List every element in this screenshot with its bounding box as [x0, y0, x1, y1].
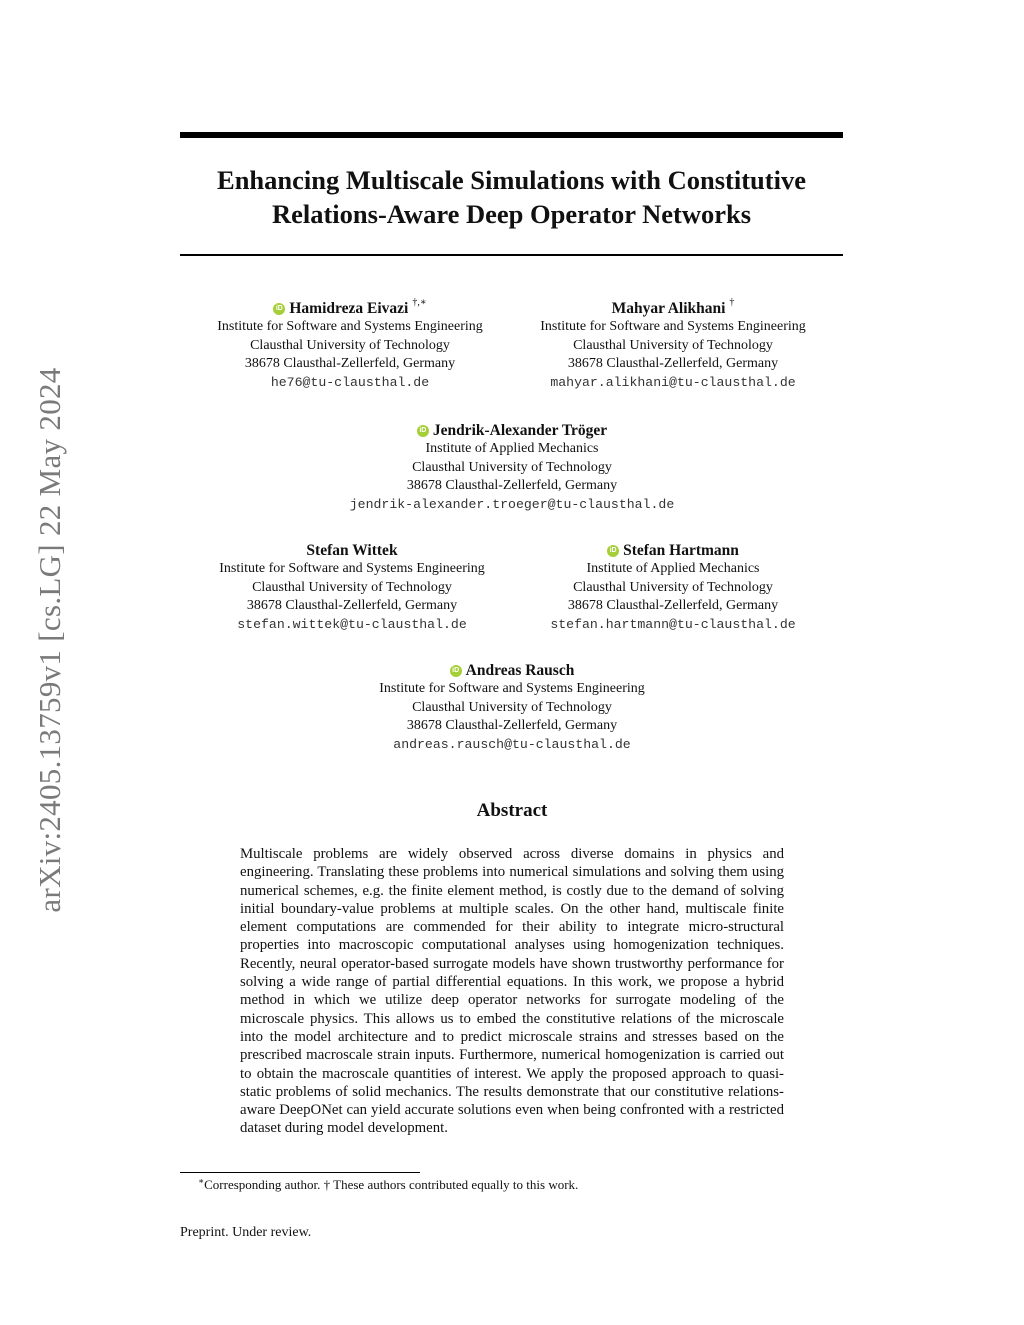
- author-address: 38678 Clausthal-Zellerfeld, Germany: [567, 356, 779, 371]
- author-university: Clausthal University of Technology: [250, 337, 450, 353]
- author-affiliation: Institute for Software and Systems Engineering: [219, 561, 485, 576]
- author-email[interactable]: stefan.hartmann@tu-clausthal.de: [550, 616, 796, 632]
- orcid-icon[interactable]: iD: [607, 545, 619, 557]
- title-line-2: Relations-Aware Deep Operator Networks: [271, 199, 752, 229]
- author-marks: †: [729, 297, 735, 308]
- author-block-wittek: [207, 541, 497, 634]
- footnote-mark: ∗: [198, 1176, 205, 1186]
- author-address: 38678 Clausthal-Zellerfeld, Germany: [246, 598, 458, 613]
- paper-title: [180, 163, 843, 231]
- arxiv-identifier: arXiv:2405.13759v1 [cs.LG] 22 May 2024: [32, 367, 67, 913]
- author-university: Clausthal University of Technology: [412, 459, 612, 475]
- author-name: Hamidreza Eivazi: [289, 300, 409, 317]
- author-block-rausch: [340, 661, 684, 754]
- footnote-rule: [180, 1172, 420, 1173]
- author-address: 38678 Clausthal-Zellerfeld, Germany: [406, 718, 618, 733]
- abstract-heading: Abstract: [476, 800, 548, 821]
- abstract-body: Multiscale problems are widely observed across diverse domains in physics and engineering. Translating these problems into numerical simulations and solving them using numerical schemes, e.g. the finite element method, is costly due to the demand of solving initial boundary-value problems at multiple scales. On the other hand, multiscale finite element computations are commended for their ability to integrate micro-structural properties into macroscopic computational analyses using homogenization techniques. Recently, neural operator-based surrogate models have shown trustworthy performance for solving a wide range of partial differential equations. In this work, we propose a hybrid method in which we utilize deep operator networks for surrogate modeling of the microscale physics. This allows us to embed the constitutive relations of the microscale into the model architecture and to predict microscale strains and stresses based on the prescribed macroscale strain inputs. Furthermore, numerical homogenization is carried out to obtain the macroscale quantities of interest. We apply the proposed approach to quasi-static problems of solid mechanics. The results demonstrate that our constitutive relations-aware DeepONet can yield accurate solutions even when being confronted with a restricted dataset during model development.: [240, 846, 784, 1137]
- preprint-note: Preprint. Under review.: [180, 1225, 312, 1240]
- orcid-icon[interactable]: iD: [273, 303, 285, 315]
- author-block-eivazi: [205, 299, 495, 392]
- author-affiliation: Institute of Applied Mechanics: [425, 441, 599, 456]
- author-email[interactable]: stefan.wittek@tu-clausthal.de: [237, 616, 467, 632]
- author-name: Stefan Wittek: [306, 542, 398, 559]
- author-address: 38678 Clausthal-Zellerfeld, Germany: [244, 356, 456, 371]
- author-name: Mahyar Alikhani: [611, 300, 726, 317]
- footnote-text: Corresponding author. † These authors contributed equally to this work.: [204, 1177, 579, 1192]
- author-affiliation: Institute for Software and Systems Engineering: [217, 319, 483, 334]
- author-name: Stefan Hartmann: [623, 542, 739, 559]
- author-university: Clausthal University of Technology: [252, 579, 452, 595]
- author-address: 38678 Clausthal-Zellerfeld, Germany: [567, 598, 779, 613]
- author-affiliation: Institute of Applied Mechanics: [586, 561, 760, 576]
- author-email[interactable]: jendrik-alexander.troeger@tu-clausthal.de: [349, 496, 675, 512]
- author-block-hartmann: [528, 541, 818, 634]
- author-marks: †,∗: [412, 297, 427, 308]
- author-university: Clausthal University of Technology: [573, 337, 773, 353]
- orcid-icon[interactable]: iD: [450, 665, 462, 677]
- title-bottom-rule: [180, 254, 843, 256]
- author-email[interactable]: he76@tu-clausthal.de: [270, 374, 430, 390]
- title-line-1: Enhancing Multiscale Simulations with Constitutive: [217, 165, 806, 195]
- author-address: 38678 Clausthal-Zellerfeld, Germany: [406, 478, 618, 493]
- author-block-troeger: [312, 421, 712, 514]
- author-email[interactable]: mahyar.alikhani@tu-clausthal.de: [550, 374, 796, 390]
- author-university: Clausthal University of Technology: [412, 699, 612, 715]
- title-top-rule: [180, 132, 843, 138]
- author-name: Andreas Rausch: [465, 662, 575, 679]
- author-affiliation: Institute for Software and Systems Engineering: [540, 319, 806, 334]
- author-block-alikhani: [527, 299, 819, 392]
- author-university: Clausthal University of Technology: [573, 579, 773, 595]
- author-affiliation: Institute for Software and Systems Engineering: [379, 681, 645, 696]
- author-name: Jendrik-Alexander Tröger: [432, 422, 608, 439]
- orcid-icon[interactable]: iD: [417, 425, 429, 437]
- footnote: [198, 1177, 578, 1194]
- author-email[interactable]: andreas.rausch@tu-clausthal.de: [393, 736, 631, 752]
